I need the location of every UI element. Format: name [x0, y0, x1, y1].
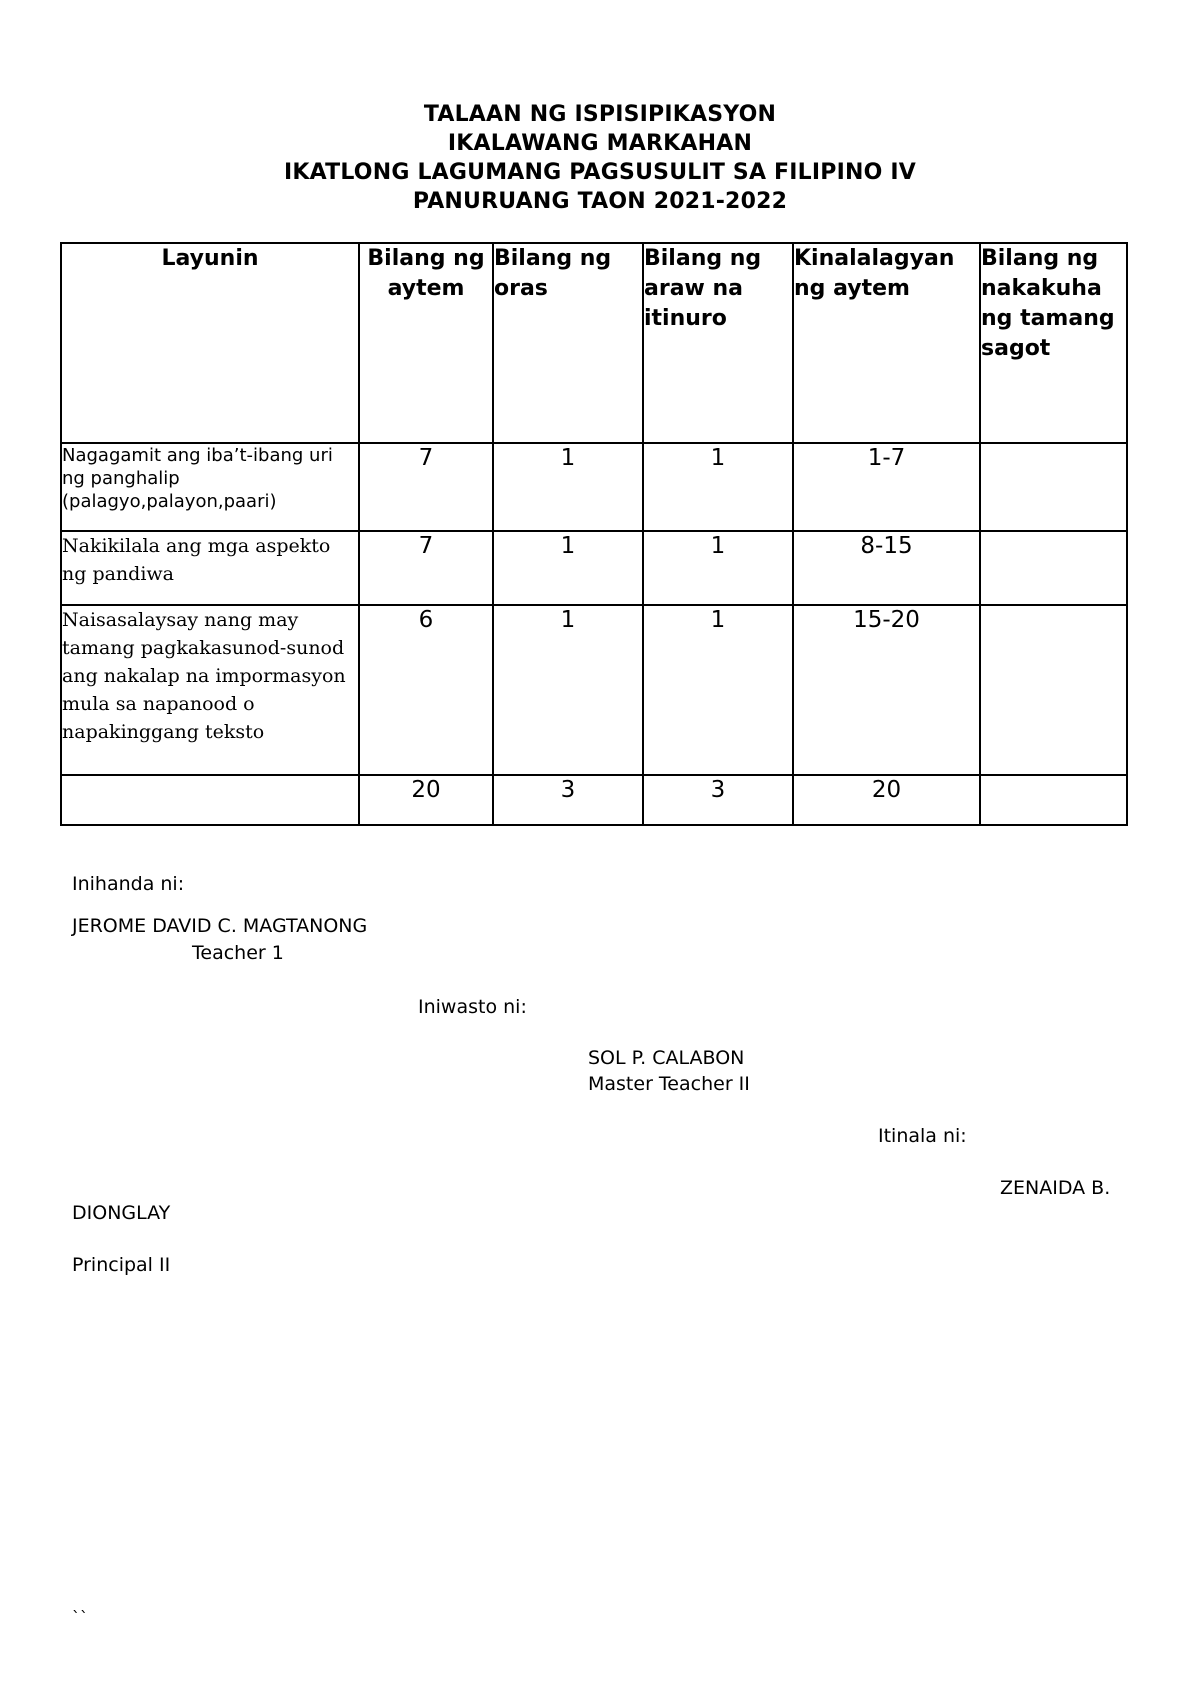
objective-cell: Naisasalaysay nang may tamang pagkakasunod-sunod ang nakalap na impormasyon mula sa napanood o napakinggang teksto: [61, 605, 359, 775]
items-count-cell: 7: [359, 531, 493, 605]
table-totals-row: [61, 775, 1127, 825]
total-items-cell: 20: [359, 775, 493, 825]
total-days-cell: 3: [643, 775, 793, 825]
checked-by-name: SOL P. CALABON: [588, 1047, 745, 1069]
prepared-by-name: JEROME DAVID C. MAGTANONG: [72, 915, 368, 937]
column-header-bilang-ng-oras: Bilang ng oras: [493, 243, 643, 443]
title-line-4: PANURUANG TAON 2021-2022: [412, 189, 788, 214]
noted-by-name-part1: ZENAIDA B.: [1000, 1177, 1111, 1199]
document-header: [0, 100, 1200, 216]
title-line-1: TALAAN NG ISPISIPIKASYON: [423, 102, 777, 127]
prepared-by-label: Inihanda ni:: [72, 873, 185, 895]
table-row: [61, 531, 1127, 605]
title-line-3: IKATLONG LAGUMANG PAGSUSULIT SA FILIPINO IV: [284, 160, 916, 185]
total-correct-cell: [980, 775, 1127, 825]
days-taught-cell: 1: [643, 605, 793, 775]
total-hours-cell: 3: [493, 775, 643, 825]
noted-by-name-part2: DIONGLAY: [72, 1202, 171, 1224]
days-taught-cell: 1: [643, 443, 793, 531]
days-taught-cell: 1: [643, 531, 793, 605]
items-count-cell: 7: [359, 443, 493, 531]
item-placement-cell: 1-7: [793, 443, 980, 531]
table-row: [61, 605, 1127, 775]
checked-by-title: Master Teacher II: [588, 1073, 750, 1095]
title-line-2: IKALAWANG MARKAHAN: [447, 131, 753, 156]
column-header-bilang-ng-aytem: Bilang ng aytem: [359, 243, 493, 443]
correct-answers-cell: [980, 531, 1127, 605]
objective-cell: Nakikilala ang mga aspekto ng pandiwa: [61, 531, 359, 605]
checked-by-label: Iniwasto ni:: [418, 996, 527, 1018]
item-placement-cell: 8-15: [793, 531, 980, 605]
specification-table: [60, 242, 1128, 826]
footer-mark: ``: [72, 1608, 88, 1627]
noted-by-label: Itinala ni:: [878, 1125, 967, 1147]
table-row: [61, 443, 1127, 531]
item-placement-cell: 15-20: [793, 605, 980, 775]
column-header-layunin: Layunin: [61, 243, 359, 443]
items-count-cell: 6: [359, 605, 493, 775]
table-header-row: [61, 243, 1127, 443]
prepared-by-title: Teacher 1: [192, 942, 284, 964]
totals-label-cell: [61, 775, 359, 825]
column-header-bilang-ng-araw: Bilang ng araw na itinuro: [643, 243, 793, 443]
hours-cell: 1: [493, 605, 643, 775]
hours-cell: 1: [493, 443, 643, 531]
objective-cell: Nagagamit ang iba’t-ibang uri ng panghalip (palagyo,palayon,paari): [61, 443, 359, 531]
hours-cell: 1: [493, 531, 643, 605]
correct-answers-cell: [980, 443, 1127, 531]
column-header-nakakuha: Bilang ng nakakuha ng tamang sagot: [980, 243, 1127, 443]
correct-answers-cell: [980, 605, 1127, 775]
noted-by-title: Principal II: [72, 1254, 171, 1276]
column-header-kinalalagyan: Kinalalagyan ng aytem: [793, 243, 980, 443]
total-placement-cell: 20: [793, 775, 980, 825]
